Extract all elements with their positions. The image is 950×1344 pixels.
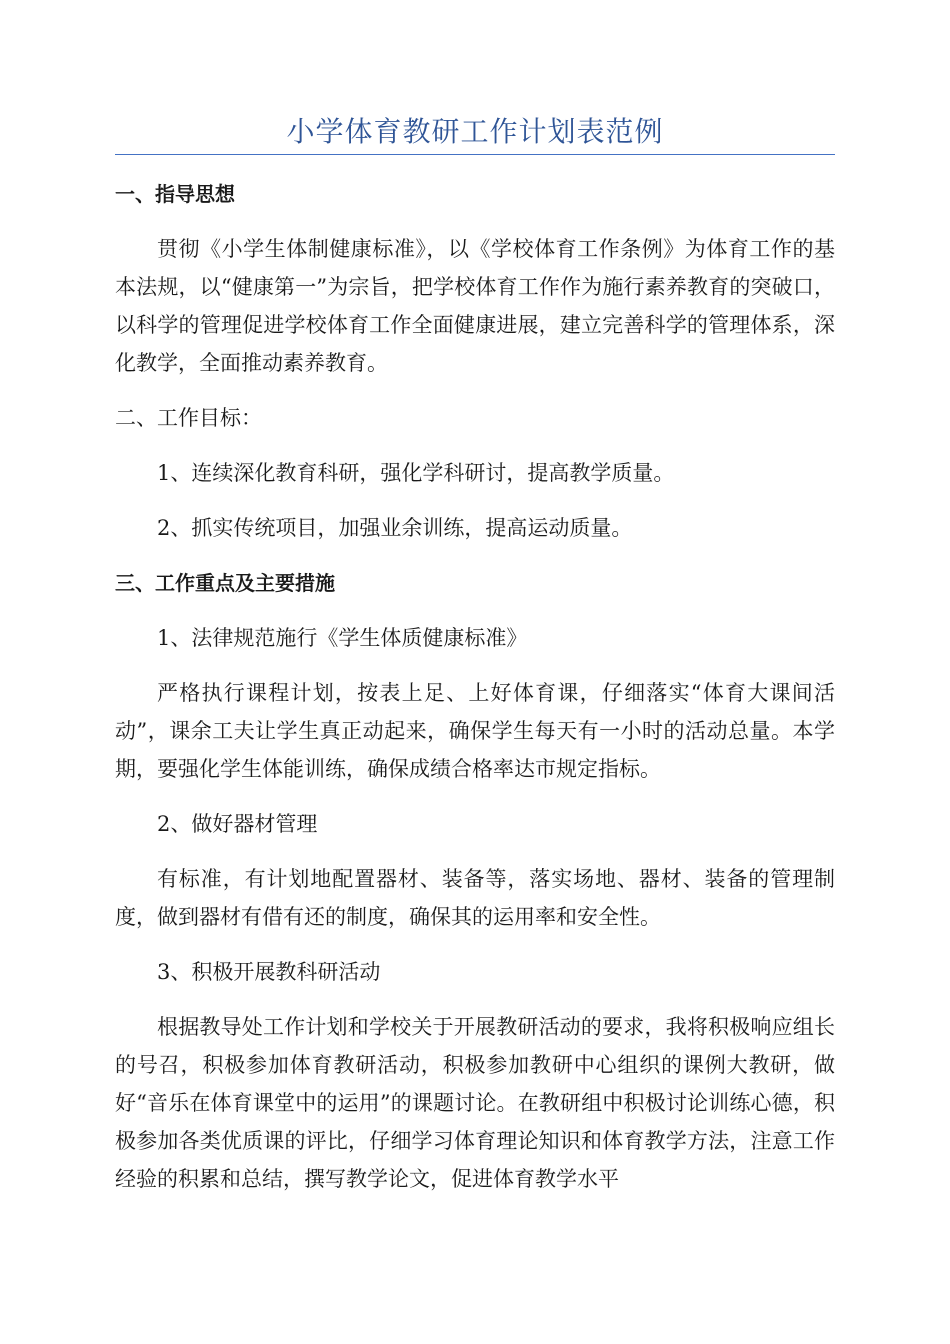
goal-item-2: 2、抓实传统项目，加强业余训练，提高运动质量。 <box>157 516 633 540</box>
goal-item-1: 1、连续深化教育科研，强化学科研讨，提高教学质量。 <box>157 461 675 485</box>
section-heading-key-measures: 三、工作重点及主要措施 <box>115 571 335 595</box>
measure-paragraph-1: 严格执行课程计划，按表上足、上好体育课，仔细落实“体育大课间活动”，课余工夫让学生真正动起来，确保学生每天有一小时的活动总量。本学期，要强化学生体能训练，确保成绩合格率达市规定指标。 <box>115 681 835 781</box>
measure-subheading-1: 1、法律规范施行《学生体质健康标准》 <box>157 626 528 650</box>
paragraph-guiding-ideology: 贯彻《小学生体制健康标准》，以《学校体育工作条例》为体育工作的基本法规，以“健康第一”为宗旨，把学校体育工作作为施行素养教育的突破口，以科学的管理促进学校体育工作全面健康进展，建立完善科学的管理体系，深化教学，全面推动素养教育。 <box>115 237 835 375</box>
document-title: 小学体育教研工作计划表范例 <box>286 115 664 148</box>
measure-subheading-2: 2、做好器材管理 <box>157 812 318 836</box>
document-body <box>115 175 835 1198</box>
measure-subheading-3: 3、积极开展教科研活动 <box>157 960 381 984</box>
measure-paragraph-2: 有标准，有计划地配置器材、装备等，落实场地、器材、装备的管理制度，做到器材有借有还的制度，确保其的运用率和安全性。 <box>115 867 835 929</box>
section-heading-guiding-ideology: 一、指导思想 <box>115 182 235 206</box>
title-underline <box>115 154 835 155</box>
measure-paragraph-3: 根据教导处工作计划和学校关于开展教研活动的要求，我将积极响应组长的号召，积极参加体育教研活动，积极参加教研中心组织的课例大教研，做好“音乐在体育课堂中的运用”的课题讨论。在教研组中积极讨论训练心德，积极参加各类优质课的评比，仔细学习体育理论知识和体育教学方法，注意工作经验的积累和总结，撰写教学论文，促进体育教学水平 <box>115 1015 835 1191</box>
section-heading-work-goals: 二、工作目标： <box>115 406 262 430</box>
